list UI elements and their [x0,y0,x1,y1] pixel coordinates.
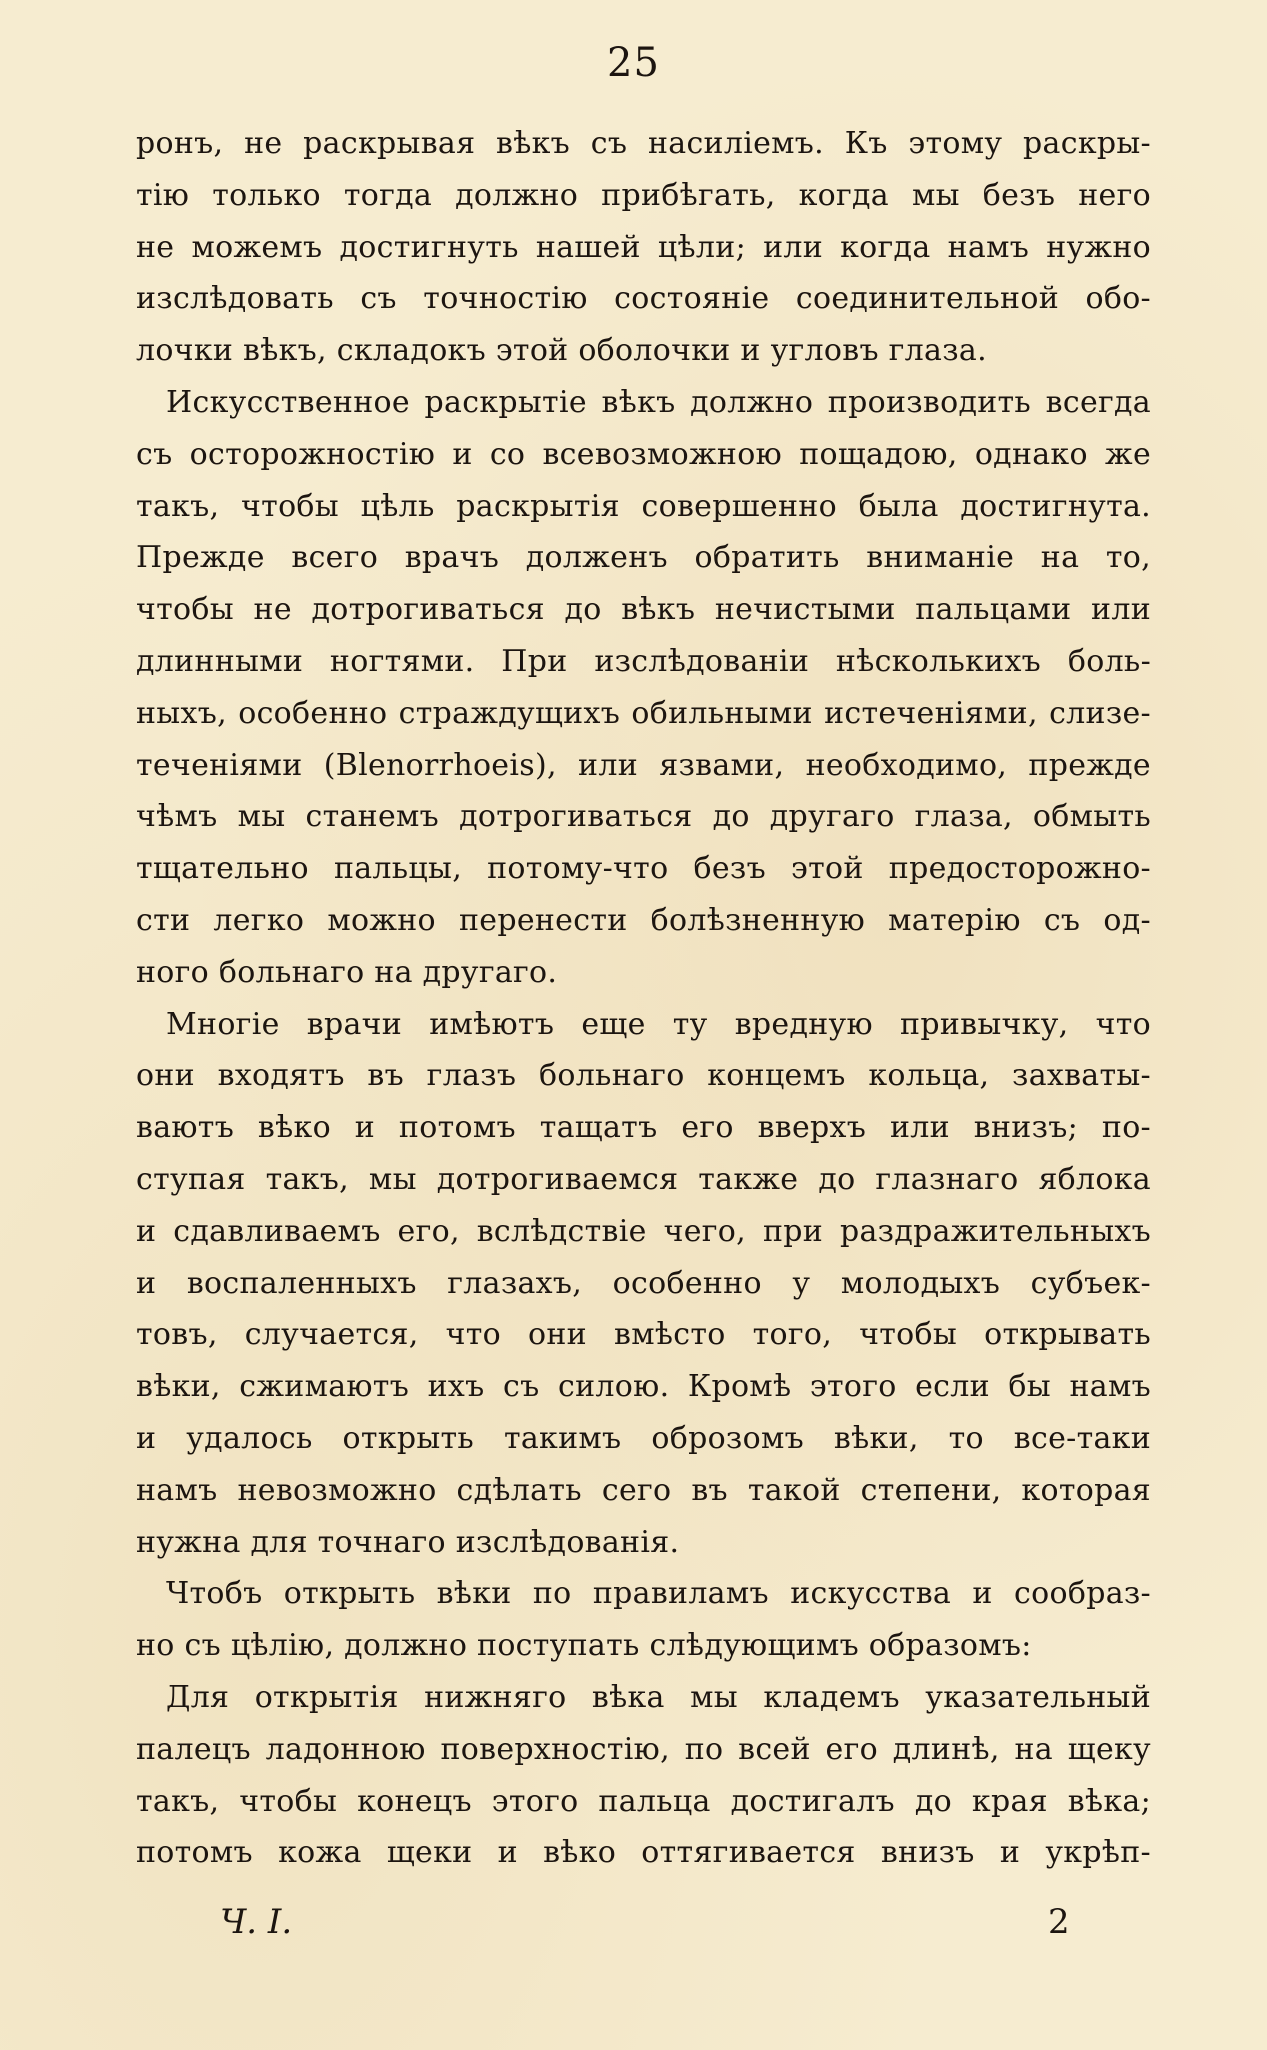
text-line: съ осторожностію и со всевозможною пощадою, однако же [136,436,1151,472]
text-line: чтобы не дотрогиваться до вѣкъ нечистыми пальцами или [136,592,1151,628]
page-number: 25 [607,40,660,86]
text-line: ваютъ вѣко и потомъ тащатъ его вверхъ или внизъ; по- [136,1110,1151,1146]
text-line: Искусственное раскрытіе вѣкъ должно производить всегда [166,384,1151,420]
text-line: и удалось открыть такимъ оброзомъ вѣки, то все-таки [136,1420,1151,1456]
text-line: Для открытія нижняго вѣка мы кладемъ указательный [166,1679,1151,1715]
text-line: палецъ ладонною поверхностію, по всей его длинѣ, на щеку [136,1731,1151,1767]
text-line: и воспаленныхъ глазахъ, особенно у молодыхъ субъек- [136,1265,1151,1301]
text-line: сти легко можно перенести болѣзненную матерію съ од- [136,902,1151,938]
text-line: намъ невозможно сдѣлать сего въ такой степени, которая [136,1472,1151,1508]
text-line: вѣки, сжимаютъ ихъ съ силою. Кромѣ этого если бы намъ [136,1369,1151,1405]
text-line: ступая такъ, мы дотрогиваемся также до глазнаго яблока [136,1161,1151,1197]
text-line: Прежде всего врачъ долженъ обратить вниманіе на то, [136,540,1151,576]
text-line: товъ, случается, что они вмѣсто того, чтобы открывать [136,1317,1151,1353]
text-line: но съ цѣлію, должно поступать слѣдующимъ образомъ: [136,1628,1032,1664]
text-line: Чтобъ открыть вѣки по правиламъ искусства и сообраз- [166,1576,1151,1612]
text-line: такъ, чтобы цѣль раскрытія совершенно была достигнута. [136,488,1151,524]
text-line: ронъ, не раскрывая вѣкъ съ насиліемъ. Къ этому раскры- [136,126,1151,161]
text-line: потомъ кожа щеки и вѣко оттягивается внизъ и укрѣп- [136,1835,1151,1871]
text-line: нужна для точнаго изслѣдованія. [136,1524,680,1560]
signature-mark: Ч. I. [220,1902,293,1942]
text-line: изслѣдовать съ точностію состояніе соединительной обо- [136,281,1151,317]
text-line: ного больнаго на другаго. [136,954,558,990]
text-line: тію только тогда должно прибѣгать, когда мы безъ него [136,177,1151,213]
text-line: лочки вѣкъ, складокъ этой оболочки и угловъ глаза. [136,333,987,369]
sheet-number: 2 [1048,1902,1070,1942]
text-line: ныхъ, особенно страждущихъ обильными истеченіями, слизе- [136,695,1151,731]
text-line: Многіе врачи имѣютъ еще ту вредную привычку, что [166,1006,1151,1042]
text-line: длинными ногтями. При изслѣдованіи нѣсколькихъ боль- [136,643,1151,679]
text-line: теченіями (Blenorrhoeis), или язвами, необходимо, прежде [136,747,1151,783]
text-line: такъ, чтобы конецъ этого пальца достигалъ до края вѣка; [136,1783,1151,1819]
text-line: и сдавливаемъ его, вслѣдствіе чего, при раздражительныхъ [136,1213,1151,1249]
body-text [136,118,1151,1879]
text-line: чѣмъ мы станемъ дотрогиваться до другаго глаза, обмыть [136,799,1151,835]
text-line: они входятъ въ глазъ больнаго концемъ кольца, захваты- [136,1058,1151,1094]
text-line: не можемъ достигнуть нашей цѣли; или когда намъ нужно [136,229,1151,265]
text-line: тщательно пальцы, потому-что безъ этой предосторожно- [136,851,1151,887]
